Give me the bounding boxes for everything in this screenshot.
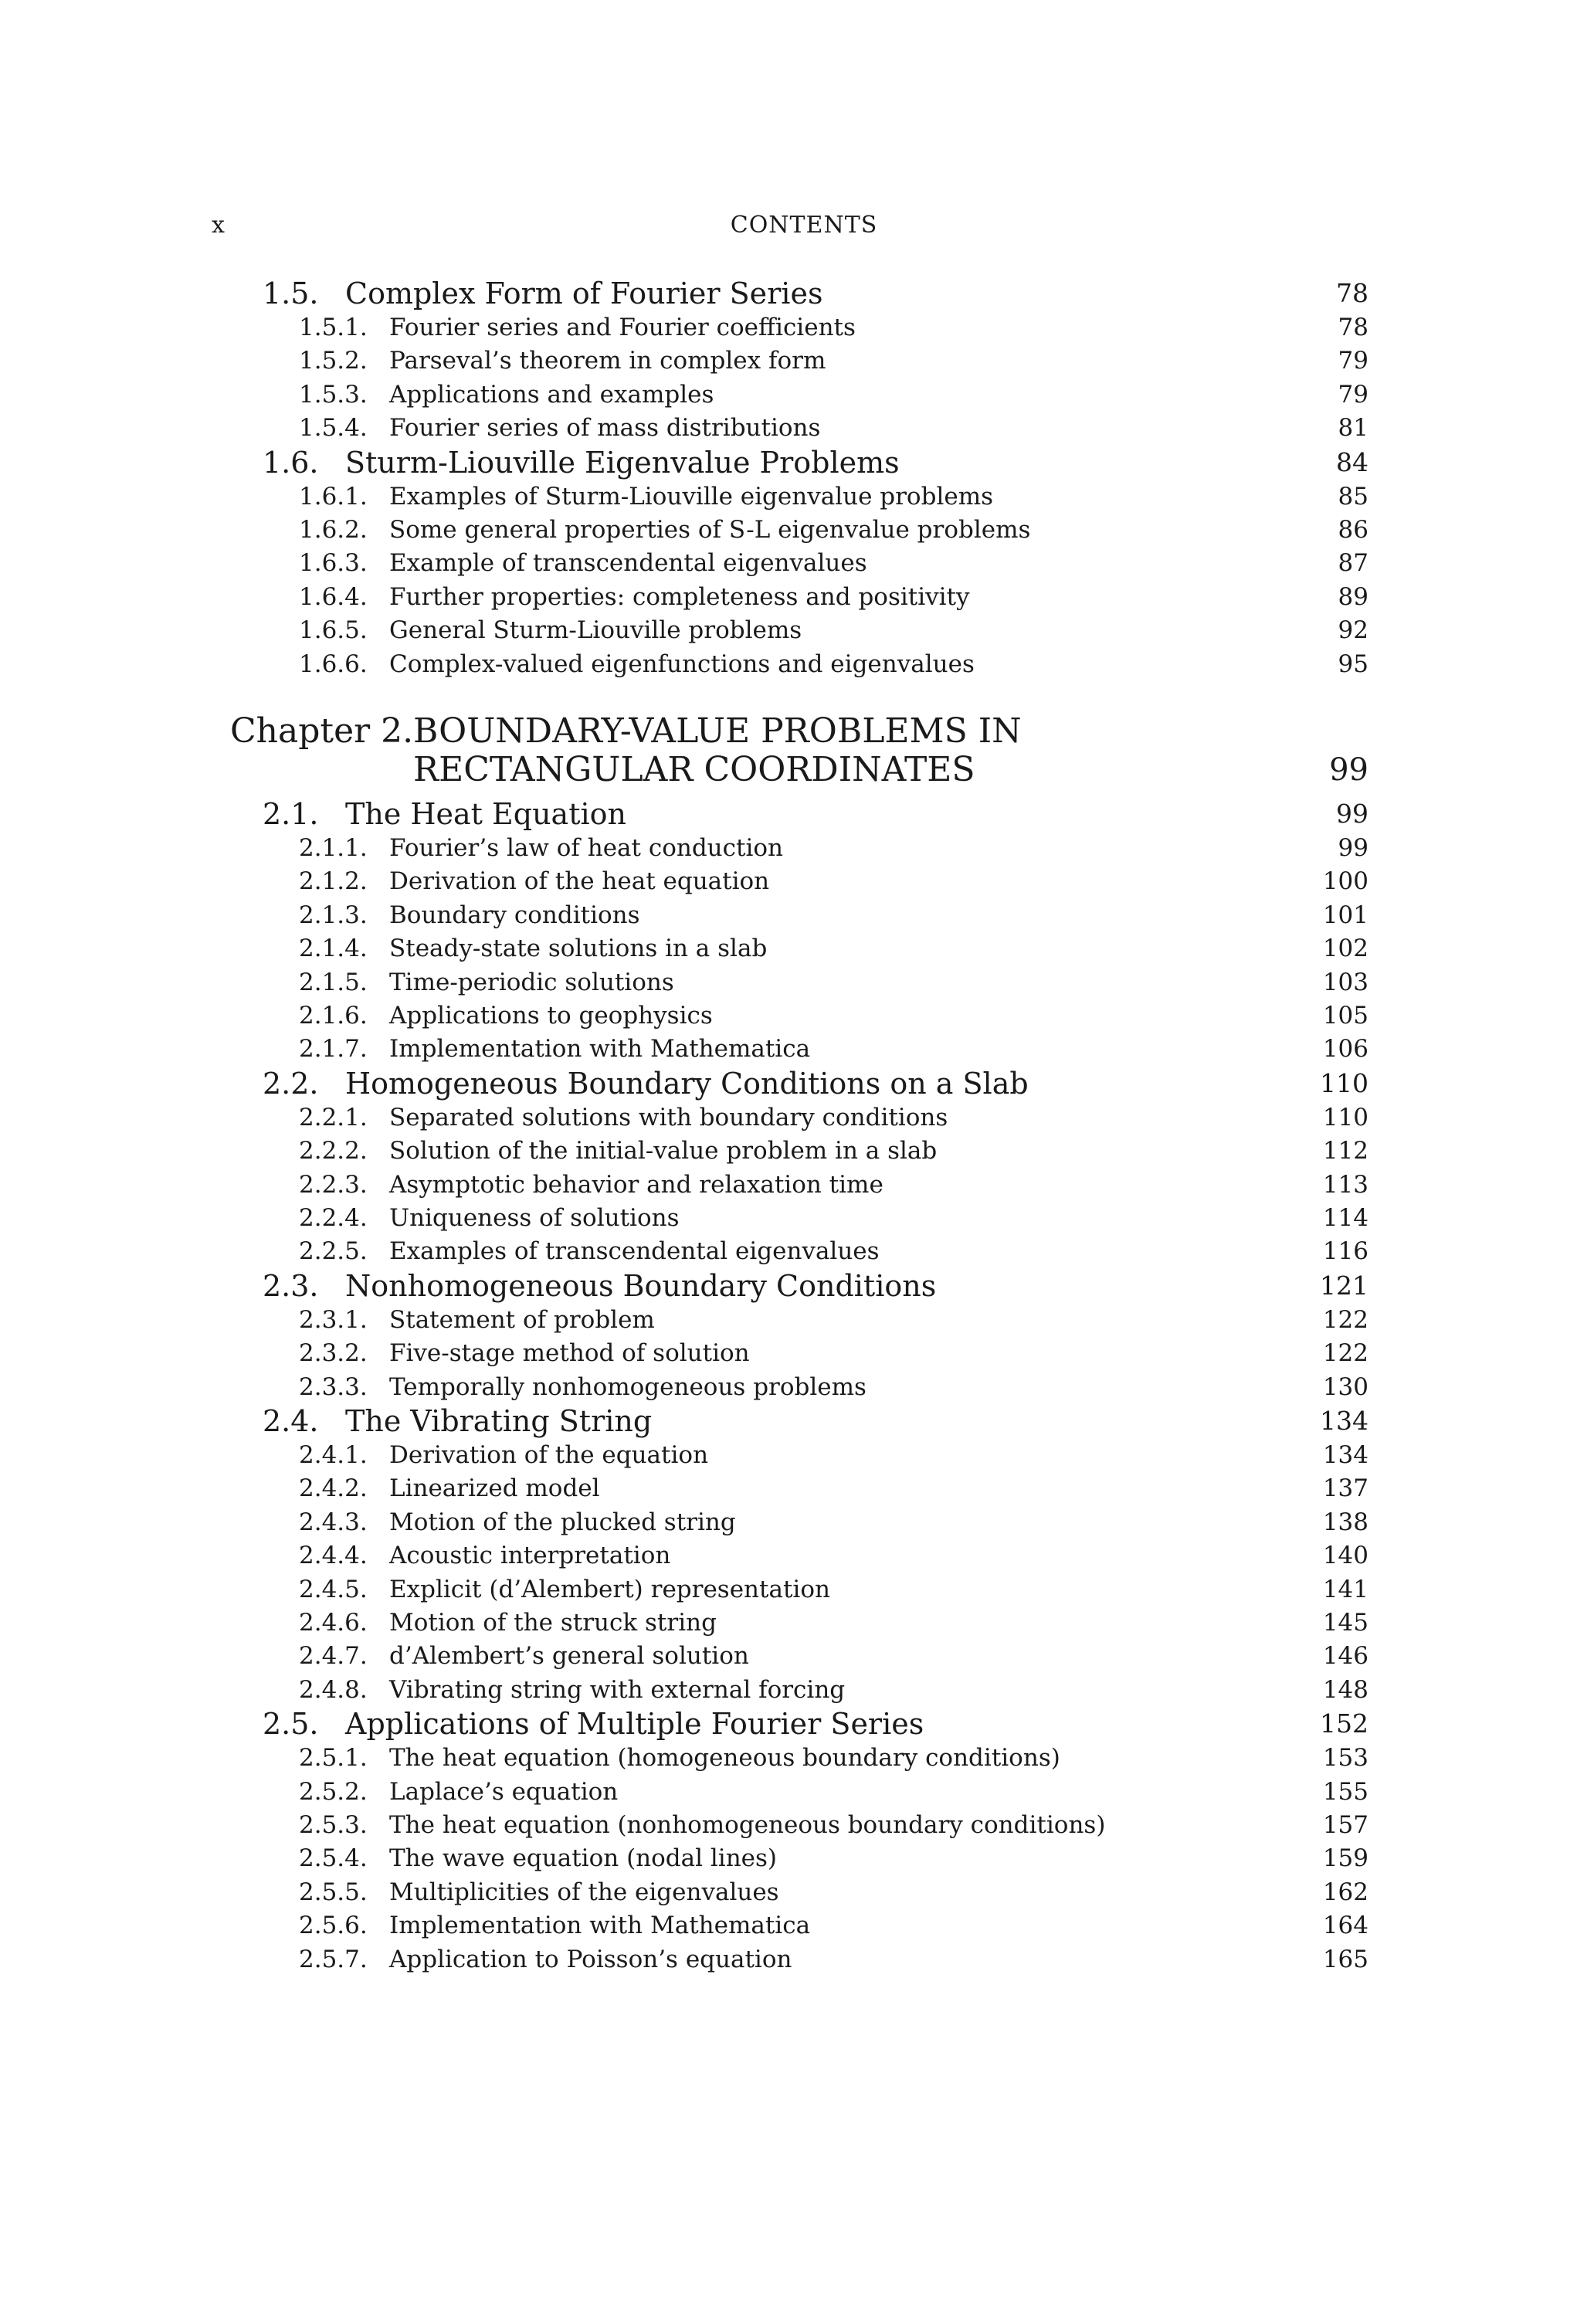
entry-title: The Heat Equation <box>345 797 626 831</box>
entry-number: 2.3. <box>263 1268 319 1303</box>
chapter-label: Chapter 2. <box>230 711 414 751</box>
entry-title: Uniqueness of solutions <box>389 1204 680 1232</box>
entry-title: Derivation of the equation <box>389 1441 709 1469</box>
entry-page-number: 84 <box>1336 446 1368 477</box>
entry-page-number: 112 <box>1322 1137 1368 1165</box>
toc-subsection-entry <box>0 1573 1577 1606</box>
toc-subsection-entry <box>0 1539 1577 1572</box>
entry-number: 1.6.4. <box>299 582 368 611</box>
entry-number: 1.5.2. <box>299 347 368 375</box>
entry-number: 2.2.1. <box>299 1103 368 1131</box>
entry-page-number: 110 <box>1322 1103 1368 1131</box>
entry-number: 2.1.2. <box>299 867 368 896</box>
toc-subsection-entry <box>0 1909 1577 1942</box>
entry-title: Homogeneous Boundary Conditions on a Slab <box>345 1066 1029 1101</box>
entry-title: Asymptotic behavior and relaxation time <box>389 1170 883 1199</box>
entry-page-number: 102 <box>1322 935 1368 963</box>
entry-title: Examples of Sturm-Liouville eigenvalue problems <box>389 482 994 511</box>
entry-page-number: 87 <box>1338 549 1368 578</box>
entry-page-number: 78 <box>1336 278 1368 308</box>
entry-number: 2.5.4. <box>299 1844 368 1873</box>
entry-page-number: 145 <box>1322 1609 1368 1637</box>
chapter-title-line-1: BOUNDARY-VALUE PROBLEMS IN <box>413 711 1022 751</box>
entry-page-number: 134 <box>1320 1406 1368 1436</box>
entry-title: The wave equation (nodal lines) <box>389 1844 778 1873</box>
entry-title: Fourier’s law of heat conduction <box>389 834 784 862</box>
entry-page-number: 101 <box>1322 901 1368 929</box>
entry-number: 1.6.3. <box>299 549 368 578</box>
chapter-title-line-2: RECTANGULAR COORDINATES <box>413 750 975 789</box>
entry-title: The Vibrating String <box>345 1404 653 1438</box>
entry-title: The heat equation (homogeneous boundary conditions) <box>389 1744 1060 1773</box>
toc-subsection-entry <box>0 1809 1577 1841</box>
entry-page-number: 121 <box>1320 1270 1368 1301</box>
toc-subsection-entry <box>0 412 1577 444</box>
toc-subsection-entry <box>0 581 1577 613</box>
toc-subsection-entry <box>0 1674 1577 1706</box>
entry-number: 2.4.6. <box>299 1609 368 1637</box>
entry-title: Multiplicities of the eigenvalues <box>389 1878 779 1906</box>
entry-title: Boundary conditions <box>389 901 640 929</box>
entry-page-number: 78 <box>1338 314 1368 341</box>
entry-page-number: 114 <box>1322 1204 1368 1232</box>
entry-number: 1.5. <box>263 277 319 310</box>
toc-subsection-entry <box>0 614 1577 646</box>
entry-number: 2.1.5. <box>299 968 368 996</box>
entry-page-number: 100 <box>1322 867 1368 896</box>
entry-page-number: 157 <box>1322 1811 1368 1839</box>
toc-subsection-entry <box>0 514 1577 546</box>
entry-page-number: 162 <box>1322 1878 1368 1906</box>
entry-page-number: 86 <box>1338 516 1368 544</box>
toc-subsection-entry <box>0 1169 1577 1201</box>
entry-title: Example of transcendental eigenvalues <box>389 549 867 578</box>
entry-number: 2.5.2. <box>299 1777 368 1806</box>
toc-subsection-entry <box>0 648 1577 680</box>
page-header <box>0 210 1577 241</box>
entry-title: Explicit (d’Alembert) representation <box>389 1575 830 1603</box>
entry-number: 2.5.6. <box>299 1912 368 1940</box>
entry-number: 2.3.2. <box>299 1339 368 1368</box>
entry-page-number: 106 <box>1322 1035 1368 1064</box>
entry-page-number: 113 <box>1322 1170 1368 1199</box>
entry-number: 1.6.2. <box>299 516 368 544</box>
entry-page-number: 89 <box>1338 582 1368 611</box>
toc-subsection-entry <box>0 1304 1577 1336</box>
entry-title: Applications of Multiple Fourier Series <box>345 1707 924 1742</box>
entry-number: 2.5.7. <box>299 1945 368 1973</box>
entry-number: 1.5.1. <box>299 314 368 341</box>
entry-page-number: 155 <box>1322 1777 1368 1806</box>
page-folio: x <box>212 212 225 239</box>
entry-title: Vibrating string with external forcing <box>389 1675 846 1704</box>
entry-title: d’Alembert’s general solution <box>389 1642 749 1671</box>
entry-title: Five-stage method of solution <box>389 1339 750 1368</box>
toc-section-entry <box>0 446 1577 480</box>
toc-subsection-entry <box>0 1943 1577 1976</box>
entry-page-number: 148 <box>1322 1675 1368 1704</box>
entry-number: 1.6. <box>263 445 319 480</box>
entry-number: 2.5. <box>263 1707 319 1742</box>
entry-page-number: 79 <box>1338 380 1368 409</box>
entry-title: Complex-valued eigenfunctions and eigenvalues <box>389 650 975 678</box>
entry-page-number: 81 <box>1338 414 1368 443</box>
toc-subsection-entry <box>0 1472 1577 1505</box>
entry-title: General Sturm-Liouville problems <box>389 616 802 645</box>
entry-page-number: 99 <box>1336 799 1368 829</box>
toc-section-entry <box>0 1067 1577 1101</box>
entry-page-number: 122 <box>1322 1339 1368 1368</box>
toc-subsection-entry <box>0 344 1577 377</box>
entry-page-number: 152 <box>1320 1708 1368 1739</box>
entry-title: Solution of the initial-value problem in a slab <box>389 1137 938 1165</box>
entry-title: Examples of transcendental eigenvalues <box>389 1237 880 1266</box>
running-title: CONTENTS <box>730 212 878 239</box>
toc-subsection-entry <box>0 1033 1577 1065</box>
entry-number: 2.4.8. <box>299 1675 368 1704</box>
entry-number: 1.5.3. <box>299 380 368 409</box>
entry-page-number: 159 <box>1322 1844 1368 1873</box>
entry-title: Further properties: completeness and positivity <box>389 582 970 611</box>
entry-title: Applications and examples <box>389 380 714 409</box>
entry-title: Fourier series of mass distributions <box>389 414 821 443</box>
entry-number: 2.3.3. <box>299 1372 368 1401</box>
toc-section-entry <box>0 1707 1577 1741</box>
entry-title: Application to Poisson’s equation <box>389 1945 792 1973</box>
entry-title: Linearized model <box>389 1474 600 1503</box>
chapter-page-number: 99 <box>1329 752 1368 788</box>
entry-number: 2.1. <box>263 797 319 831</box>
entry-number: 2.1.6. <box>299 1002 368 1030</box>
toc-subsection-entry <box>0 832 1577 864</box>
entry-number: 2.2.4. <box>299 1204 368 1232</box>
entry-title: Implementation with Mathematica <box>389 1912 811 1940</box>
entry-page-number: 138 <box>1322 1508 1368 1536</box>
toc-subsection-entry <box>0 1439 1577 1471</box>
entry-title: Implementation with Mathematica <box>389 1035 811 1064</box>
entry-number: 2.3.1. <box>299 1305 368 1334</box>
entry-page-number: 92 <box>1338 616 1368 645</box>
entry-page-number: 146 <box>1322 1642 1368 1671</box>
entry-page-number: 103 <box>1322 968 1368 996</box>
toc-subsection-entry <box>0 1742 1577 1774</box>
entry-number: 2.4.7. <box>299 1642 368 1671</box>
toc-subsection-entry <box>0 1101 1577 1134</box>
toc-subsection-entry <box>0 1135 1577 1167</box>
toc-subsection-entry <box>0 480 1577 513</box>
toc-subsection-entry <box>0 1776 1577 1808</box>
entry-title: Some general properties of S-L eigenvalue problems <box>389 516 1031 544</box>
entry-title: Applications to geophysics <box>389 1002 713 1030</box>
entry-number: 1.6.1. <box>299 482 368 511</box>
entry-title: Motion of the plucked string <box>389 1508 736 1536</box>
entry-page-number: 134 <box>1322 1441 1368 1469</box>
entry-title: Time-periodic solutions <box>389 968 674 996</box>
entry-page-number: 79 <box>1338 347 1368 375</box>
entry-page-number: 122 <box>1322 1305 1368 1334</box>
entry-title: Fourier series and Fourier coefficients <box>389 314 856 341</box>
toc-section-entry <box>0 277 1577 310</box>
toc-subsection-entry <box>0 1337 1577 1369</box>
entry-number: 2.5.3. <box>299 1811 368 1839</box>
toc-subsection-entry <box>0 1371 1577 1403</box>
entry-title: Derivation of the heat equation <box>389 867 770 896</box>
entry-title: Complex Form of Fourier Series <box>345 277 823 310</box>
toc-subsection-entry <box>0 1506 1577 1539</box>
toc-section-entry <box>0 797 1577 831</box>
entry-number: 2.4.5. <box>299 1575 368 1603</box>
entry-title: Motion of the struck string <box>389 1609 717 1637</box>
toc-subsection-entry <box>0 547 1577 579</box>
entry-number: 2.1.4. <box>299 935 368 963</box>
entry-title: Laplace’s equation <box>389 1777 619 1806</box>
entry-page-number: 140 <box>1322 1542 1368 1570</box>
toc-subsection-entry <box>0 1202 1577 1234</box>
entry-number: 2.2.3. <box>299 1170 368 1199</box>
toc-section-entry <box>0 1404 1577 1438</box>
toc-section-entry <box>0 1269 1577 1303</box>
entry-title: Temporally nonhomogeneous problems <box>389 1372 867 1401</box>
entry-title: Statement of problem <box>389 1305 655 1334</box>
entry-page-number: 116 <box>1322 1237 1368 1266</box>
entry-page-number: 153 <box>1322 1744 1368 1773</box>
entry-page-number: 85 <box>1338 482 1368 511</box>
entry-number: 2.4.1. <box>299 1441 368 1469</box>
entry-number: 2.2.5. <box>299 1237 368 1266</box>
entry-title: Separated solutions with boundary conditions <box>389 1103 948 1131</box>
entry-title: Nonhomogeneous Boundary Conditions <box>345 1268 937 1303</box>
entry-page-number: 164 <box>1322 1912 1368 1940</box>
entry-number: 2.2. <box>263 1066 319 1101</box>
entry-number: 2.4.3. <box>299 1508 368 1536</box>
entry-number: 2.1.7. <box>299 1035 368 1064</box>
entry-page-number: 137 <box>1322 1474 1368 1503</box>
entry-number: 2.2.2. <box>299 1137 368 1165</box>
entry-page-number: 105 <box>1322 1002 1368 1030</box>
entry-number: 1.6.5. <box>299 616 368 645</box>
toc-subsection-entry <box>0 999 1577 1032</box>
toc-subsection-entry <box>0 1235 1577 1267</box>
toc-subsection-entry <box>0 899 1577 931</box>
toc-subsection-entry <box>0 1640 1577 1672</box>
entry-number: 1.6.6. <box>299 650 368 678</box>
entry-number: 2.4. <box>263 1404 319 1438</box>
entry-number: 2.4.2. <box>299 1474 368 1503</box>
toc-subsection-entry <box>0 932 1577 965</box>
toc-subsection-entry <box>0 1606 1577 1639</box>
toc-subsection-entry <box>0 1876 1577 1908</box>
entry-number: 1.5.4. <box>299 414 368 443</box>
entry-number: 2.1.3. <box>299 901 368 929</box>
toc-subsection-entry <box>0 865 1577 897</box>
entry-number: 2.5.1. <box>299 1744 368 1773</box>
toc-subsection-entry <box>0 966 1577 999</box>
entry-page-number: 130 <box>1322 1372 1368 1401</box>
entry-number: 2.4.4. <box>299 1542 368 1570</box>
entry-title: Sturm-Liouville Eigenvalue Problems <box>345 445 900 480</box>
entry-title: The heat equation (nonhomogeneous boundary conditions) <box>389 1811 1106 1839</box>
entry-page-number: 95 <box>1338 650 1368 678</box>
toc-subsection-entry <box>0 378 1577 411</box>
entry-page-number: 99 <box>1338 834 1368 862</box>
entry-page-number: 141 <box>1322 1575 1368 1603</box>
entry-title: Parseval’s theorem in complex form <box>389 347 826 375</box>
entry-number: 2.5.5. <box>299 1878 368 1906</box>
entry-page-number: 110 <box>1320 1067 1368 1098</box>
toc-subsection-entry <box>0 311 1577 344</box>
toc-subsection-entry <box>0 1842 1577 1874</box>
entry-title: Steady-state solutions in a slab <box>389 935 768 963</box>
entry-title: Acoustic interpretation <box>389 1542 671 1570</box>
entry-number: 2.1.1. <box>299 834 368 862</box>
entry-page-number: 165 <box>1322 1945 1368 1973</box>
